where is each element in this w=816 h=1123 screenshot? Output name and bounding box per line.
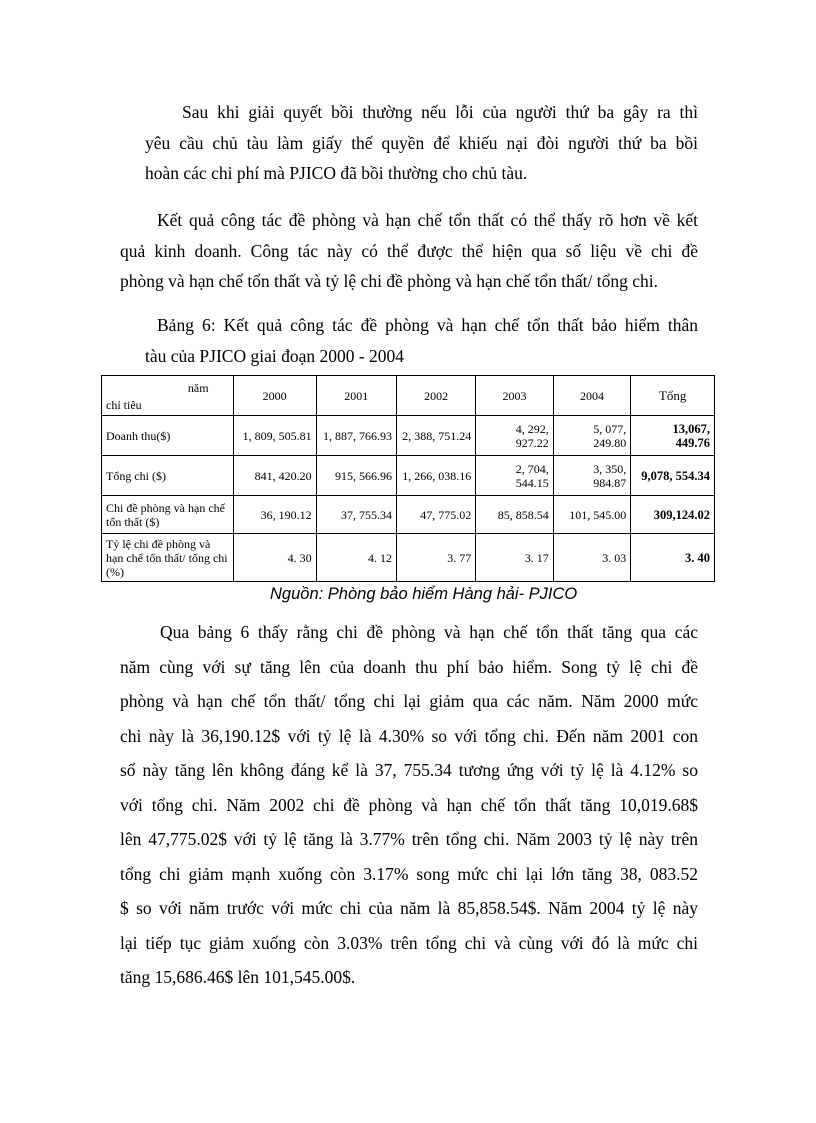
- value-cell: 3, 350, 984.87: [553, 456, 630, 496]
- row-label: Chi đề phòng và hạn chế tổn thất ($): [102, 496, 234, 534]
- paragraph-analysis: [120, 615, 698, 995]
- table-header-row: [102, 376, 715, 416]
- total-cell: 13,067, 449.76: [631, 416, 715, 456]
- table-row: [102, 416, 715, 456]
- value-cell: 85, 858.54: [476, 496, 553, 534]
- table-row: [102, 496, 715, 534]
- row-label: Doanh thu($): [102, 416, 234, 456]
- total-cell: 3. 40: [631, 534, 715, 582]
- text-line: tổng chi giảm mạnh xuống còn 3.17% song mức chi lại lớn tăng 38, 083.52: [120, 863, 698, 884]
- paragraph-loss-prevention: [120, 205, 698, 297]
- text-line: hoàn các chi phí mà PJICO đã bồi thường cho chủ tàu.: [145, 163, 528, 183]
- total-cell: 309,124.02: [631, 496, 715, 534]
- text-line: Kết quả công tác đề phòng và hạn chế tổn thất có thể thấy rõ hơn về kết: [157, 210, 698, 230]
- value-cell: 36, 190.12: [233, 496, 316, 534]
- row-label: Tỷ lệ chi đề phòng và hạn chế tổn thất/ tổng chi (%): [102, 534, 234, 582]
- year-header: 2003: [476, 376, 553, 416]
- paragraph-claims-recovery: [145, 97, 698, 189]
- total-cell: 9,078, 554.34: [631, 456, 715, 496]
- value-cell: 1, 809, 505.81: [233, 416, 316, 456]
- corner-indicator-label: chỉ tiêu: [106, 397, 142, 412]
- text-line: lên 47,775.02$ với tỷ lệ tăng là 3.77% trên tổng chi. Năm 2003 tỷ lệ này trên: [120, 829, 698, 849]
- value-cell: 1, 887, 766.93: [316, 416, 396, 456]
- row-label: Tổng chi ($): [102, 456, 234, 496]
- text-line: phòng và hạn chế tổn thất/ tổng chi lại giảm qua các năm. Năm 2000 mức: [120, 691, 698, 711]
- value-cell: 5, 077, 249.80: [553, 416, 630, 456]
- text-line: quả kinh doanh. Công tác này có thể được thể hiện qua số liệu về chi đề: [120, 240, 698, 261]
- value-cell: 841, 420.20: [233, 456, 316, 496]
- corner-year-label: năm: [187, 380, 209, 395]
- value-cell: 915, 566.96: [316, 456, 396, 496]
- caption-line: Bảng 6: Kết quả công tác đề phòng và hạn chế tổn thất bảo hiểm thân: [157, 315, 698, 335]
- value-cell: 4, 292, 927.22: [476, 416, 553, 456]
- text-line: lại tiếp tục giảm xuống còn 3.03% trên tổng chi và cùng với đó là mức chi: [120, 932, 698, 953]
- table-row: [102, 456, 715, 496]
- year-header: 2000: [233, 376, 316, 416]
- text-line: Sau khi giải quyết bồi thường nếu lỗi của người thứ ba gây ra thì: [182, 102, 698, 122]
- value-cell: 101, 545.00: [553, 496, 630, 534]
- text-line: $ so với năm trước với mức chi của năm là 85,858.54$. Năm 2004 tỷ lệ này: [120, 898, 698, 918]
- text-line: Qua bảng 6 thấy rằng chi đề phòng và hạn chế tổn thất tăng qua các: [160, 622, 698, 642]
- year-header: 2002: [396, 376, 475, 416]
- value-cell: 2, 704, 544.15: [476, 456, 553, 496]
- text-line: tăng 15,686.46$ lên 101,545.00$.: [120, 967, 356, 987]
- year-header: 2004: [553, 376, 630, 416]
- table-caption: [120, 310, 698, 371]
- value-cell: 2, 388, 751.24: [396, 416, 475, 456]
- total-header: Tổng: [631, 376, 715, 416]
- caption-line: tàu của PJICO giai đoạn 2000 - 2004: [145, 345, 405, 366]
- text-line: chi này là 36,190.12$ với tỷ lệ là 4.30% so với tổng chi. Đến năm 2001 con: [120, 725, 698, 746]
- table-row: [102, 534, 715, 582]
- results-table: [101, 375, 715, 582]
- value-cell: 3. 77: [396, 534, 475, 582]
- corner-cell: [102, 376, 234, 416]
- text-line: năm cùng với sự tăng lên của doanh thu phí bảo hiểm. Song tỷ lệ chi đề: [120, 656, 698, 677]
- value-cell: 47, 775.02: [396, 496, 475, 534]
- value-cell: 37, 755.34: [316, 496, 396, 534]
- text-line: số này tăng lên không đáng kể là 37, 755.34 tương ứng với tỷ lệ là 4.12% so: [120, 760, 698, 780]
- text-line: phòng và hạn chế tổn thất và tỷ lệ chi đề phòng và hạn chế tổn thất/ tổng chi.: [120, 271, 658, 291]
- table-source: Nguồn: Phòng bảo hiểm Hàng hải- PJICO: [270, 585, 578, 603]
- text-line: yêu cầu chủ tàu làm giấy thế quyền để khiếu nại đòi người thứ ba bồi: [145, 132, 698, 153]
- value-cell: 4. 12: [316, 534, 396, 582]
- text-line: với tổng chi. Năm 2002 chi đề phòng và hạn chế tổn thất tăng 10,019.68$: [120, 794, 698, 815]
- value-cell: 3. 03: [553, 534, 630, 582]
- value-cell: 3. 17: [476, 534, 553, 582]
- value-cell: 4. 30: [233, 534, 316, 582]
- value-cell: 1, 266, 038.16: [396, 456, 475, 496]
- year-header: 2001: [316, 376, 396, 416]
